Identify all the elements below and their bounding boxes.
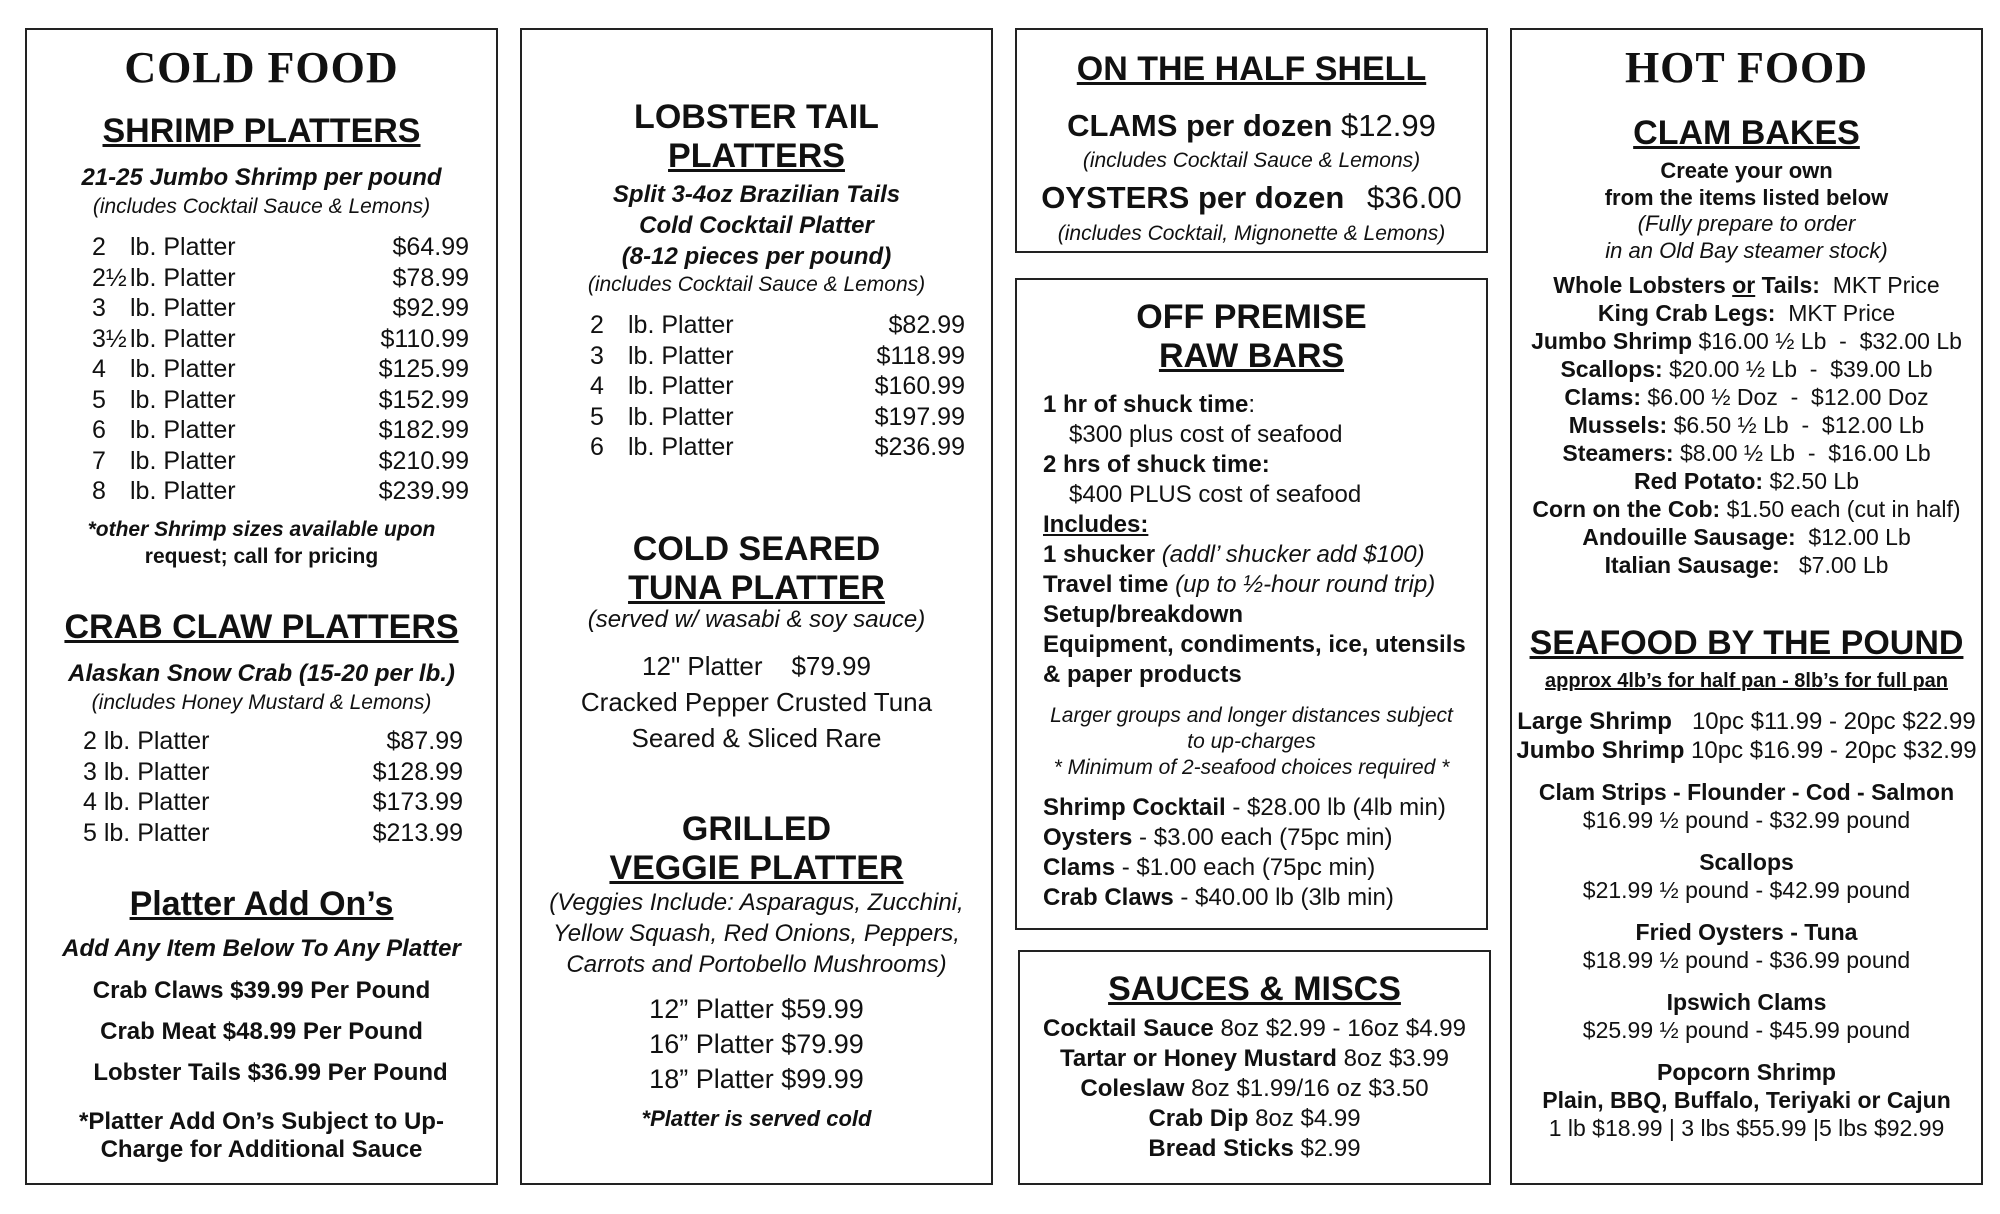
price-row: 2 lb. Platter $64.99 <box>92 233 469 261</box>
list-item: Whole Lobsters or Tails: MKT Price <box>1553 272 1940 298</box>
addons-note: *Platter Add On’s Subject to Up- Charge for Additional Sauce <box>79 1108 444 1163</box>
hot-food-title: HOT FOOD <box>1624 43 1869 92</box>
half-shell-heading: ON THE HALF SHELL <box>1076 50 1427 88</box>
sauces-heading: SAUCES & MISCS <box>1108 970 1401 1008</box>
price-row: 2½ lb. Platter $78.99 <box>92 263 469 292</box>
list-item: Scallops: $20.00 ½ Lb - $39.00 Lb <box>1560 356 1933 382</box>
price-row: 3½ lb. Platter $110.99 <box>92 324 469 353</box>
veggie-description: (Veggies Include: Asparagus, Zucchini, Yellow Squash, Red Onions, Peppers, Carrots and Portobello Mushrooms) <box>549 889 964 978</box>
veggie-heading: GRILLED VEGGIE PLATTER <box>609 810 904 888</box>
list-item: Italian Sausage: $7.00 Lb <box>1604 552 1889 578</box>
clams-dozen: CLAMS per dozen $12.99 <box>1067 108 1436 143</box>
list-item: Red Potato: $2.50 Lb <box>1634 468 1859 494</box>
clam-bakes-heading: CLAM BAKES <box>1633 114 1860 152</box>
list-item: Clams - $1.00 each (75pc min) <box>1043 854 1376 881</box>
price-row: 3 lb. Platter $128.99 <box>83 757 463 786</box>
crab-subtitle: Alaskan Snow Crab (15-20 per lb.) <box>68 660 455 687</box>
price-row: 4 lb. Platter $173.99 <box>83 788 463 816</box>
list-item: Oysters - $3.00 each (75pc min) <box>1043 824 1393 851</box>
price-row: 5 lb. Platter $152.99 <box>92 385 469 414</box>
price-row: 5 lb. Platter $197.99 <box>590 402 965 431</box>
sauces-panel <box>1018 950 1491 1185</box>
list-item: Mussels: $6.50 ½ Lb - $12.00 Lb <box>1568 412 1925 438</box>
list-item: Ipswich Clams $25.99 ½ pound - $45.99 pound <box>1582 989 1911 1043</box>
list-item: Bread Sticks $2.99 <box>1148 1135 1361 1162</box>
list-item: King Crab Legs: MKT Price <box>1597 300 1896 326</box>
raw-bars-panel <box>1015 278 1488 930</box>
list-item: Andouille Sausage: $12.00 Lb <box>1582 524 1911 550</box>
seafood-by-pound-subtitle: approx 4lb’s for half pan - 8lb’s for full pan <box>1545 670 1948 692</box>
list-item: Clams: $6.00 ½ Doz - $12.00 Doz <box>1564 384 1929 410</box>
seafood-by-pound-heading: SEAFOOD BY THE POUND <box>1529 624 1964 662</box>
list-item: Steamers: $8.00 ½ Lb - $16.00 Lb <box>1562 440 1931 466</box>
list-item: Clam Strips - Flounder - Cod - Salmon $16.99 ½ pound - $32.99 pound <box>1538 779 1955 833</box>
veggie-prices: 12” Platter $59.99 16” Platter $79.99 18” Platter $99.99 <box>649 994 864 1094</box>
list-item: Crab Claws - $40.00 lb (3lb min) <box>1043 884 1394 911</box>
price-row: 4 lb. Platter $160.99 <box>590 372 965 400</box>
list-item: Scallops $21.99 ½ pound - $42.99 pound <box>1582 849 1911 903</box>
tuna-served: (served w/ wasabi & soy sauce) <box>587 606 926 633</box>
list-item: Jumbo Shrimp $16.00 ½ Lb - $32.00 Lb <box>1531 328 1962 354</box>
clam-bakes-items <box>1512 271 1981 579</box>
hot-food-panel <box>1510 28 1983 1185</box>
oysters-dozen: OYSTERS per dozen $36.00 <box>1041 180 1462 215</box>
list-item: Corn on the Cob: $1.50 each (cut in half) <box>1532 496 1961 522</box>
addons-subtitle: Add Any Item Below To Any Platter <box>62 935 461 962</box>
lobster-heading: LOBSTER TAIL PLATTERS <box>634 98 879 176</box>
by-pound-groups <box>1512 778 1981 1142</box>
price-row: 8 lb. Platter $239.99 <box>92 477 469 505</box>
price-row: 7 lb. Platter $210.99 <box>92 446 469 475</box>
list-item: Tartar or Honey Mustard 8oz $3.99 <box>1059 1045 1450 1072</box>
lobster-includes: (includes Cocktail Sauce & Lemons) <box>587 273 926 296</box>
raw-bars-notes: Larger groups and longer distances subject to up-charges * Minimum of 2-seafood choices required * <box>1050 704 1453 779</box>
price-row: 6 lb. Platter $236.99 <box>590 433 965 461</box>
half-shell-panel <box>1015 28 1488 253</box>
list-item: Popcorn Shrimp Plain, BBQ, Buffalo, Teriyaki or Cajun 1 lb $18.99 | 3 lbs $55.99 |5 lbs $92.99 <box>1542 1059 1951 1141</box>
price-row: 3 lb. Platter $92.99 <box>92 294 469 322</box>
list-item: Fried Oysters - Tuna $18.99 ½ pound - $36.99 pound <box>1582 919 1911 973</box>
cold-food-title: COLD FOOD <box>124 43 399 92</box>
clam-bakes-intro: Create your own from the items listed below (Fully prepare to order in an Old Bay steamer stock) <box>1604 158 1889 263</box>
list-item: Coleslaw 8oz $1.99/16 oz $3.50 <box>1080 1075 1429 1102</box>
price-row: 2 lb. Platter $82.99 <box>590 311 965 339</box>
cold-food-panel <box>25 28 498 1185</box>
addons-list: Crab Claws $39.99 Per Pound Crab Meat $48.99 Per Pound Lobster Tails $36.99 Per Pound <box>92 977 448 1086</box>
raw-bars-heading: OFF PREMISE RAW BARS <box>1136 298 1367 376</box>
lobster-price-list <box>590 310 965 463</box>
addons-heading: Platter Add On’s <box>129 885 394 923</box>
price-row: 4 lb. Platter $125.99 <box>92 355 469 383</box>
price-row: 5 lb. Platter $213.99 <box>83 818 463 847</box>
shrimp-price-list <box>92 232 469 507</box>
list-item: Shrimp Cocktail - $28.00 lb (4lb min) <box>1043 794 1446 821</box>
price-row: 2 lb. Platter $87.99 <box>83 727 463 755</box>
list-item: Jumbo Shrimp 10pc $16.99 - 20pc $32.99 <box>1516 737 1977 764</box>
raw-bars-items <box>1043 793 1476 913</box>
tuna-details: 12" Platter $79.99 Cracked Pepper Crusted Tuna Seared & Sliced Rare <box>580 651 933 753</box>
price-row: 6 lb. Platter $182.99 <box>92 416 469 444</box>
veggie-note: *Platter is served cold <box>641 1106 872 1131</box>
crab-claw-heading: CRAB CLAW PLATTERS <box>64 608 459 646</box>
lobster-description: Split 3-4oz Brazilian Tails Cold Cocktail Platter (8-12 pieces per pound) <box>612 181 901 270</box>
list-item: Crab Dip 8oz $4.99 <box>1148 1105 1361 1132</box>
shrimp-by-pound <box>1512 707 1981 765</box>
crab-price-list <box>83 726 463 848</box>
platters-panel <box>520 28 993 1185</box>
list-item: Cocktail Sauce 8oz $2.99 - 16oz $4.99 <box>1043 1015 1466 1042</box>
clams-note: (includes Cocktail Sauce & Lemons) <box>1082 149 1421 172</box>
price-row: 3 lb. Platter $118.99 <box>590 341 965 370</box>
tuna-heading: COLD SEARED TUNA PLATTER <box>628 530 885 608</box>
sauces-list <box>1020 1014 1489 1164</box>
shrimp-note: *other Shrimp sizes available upon request; call for pricing <box>87 518 436 568</box>
shrimp-platters-heading: SHRIMP PLATTERS <box>102 112 421 150</box>
raw-bars-details: 1 hr of shuck time: $300 plus cost of seafood 2 hrs of shuck time: $400 PLUS cost of seafood Includes: 1 shucker (addl’ shucker add $100) Travel time (up to ½-hour round trip) Setup/breakdown Equipment, condiments, ice, utensils & paper products <box>1043 391 1466 688</box>
shrimp-includes: (includes Cocktail Sauce & Lemons) <box>92 195 431 218</box>
crab-includes: (includes Honey Mustard & Lemons) <box>91 691 432 714</box>
list-item: Large Shrimp 10pc $11.99 - 20pc $22.99 <box>1517 708 1976 735</box>
shrimp-subtitle: 21-25 Jumbo Shrimp per pound <box>81 164 442 191</box>
oysters-note: (includes Cocktail, Mignonette & Lemons) <box>1057 222 1446 245</box>
